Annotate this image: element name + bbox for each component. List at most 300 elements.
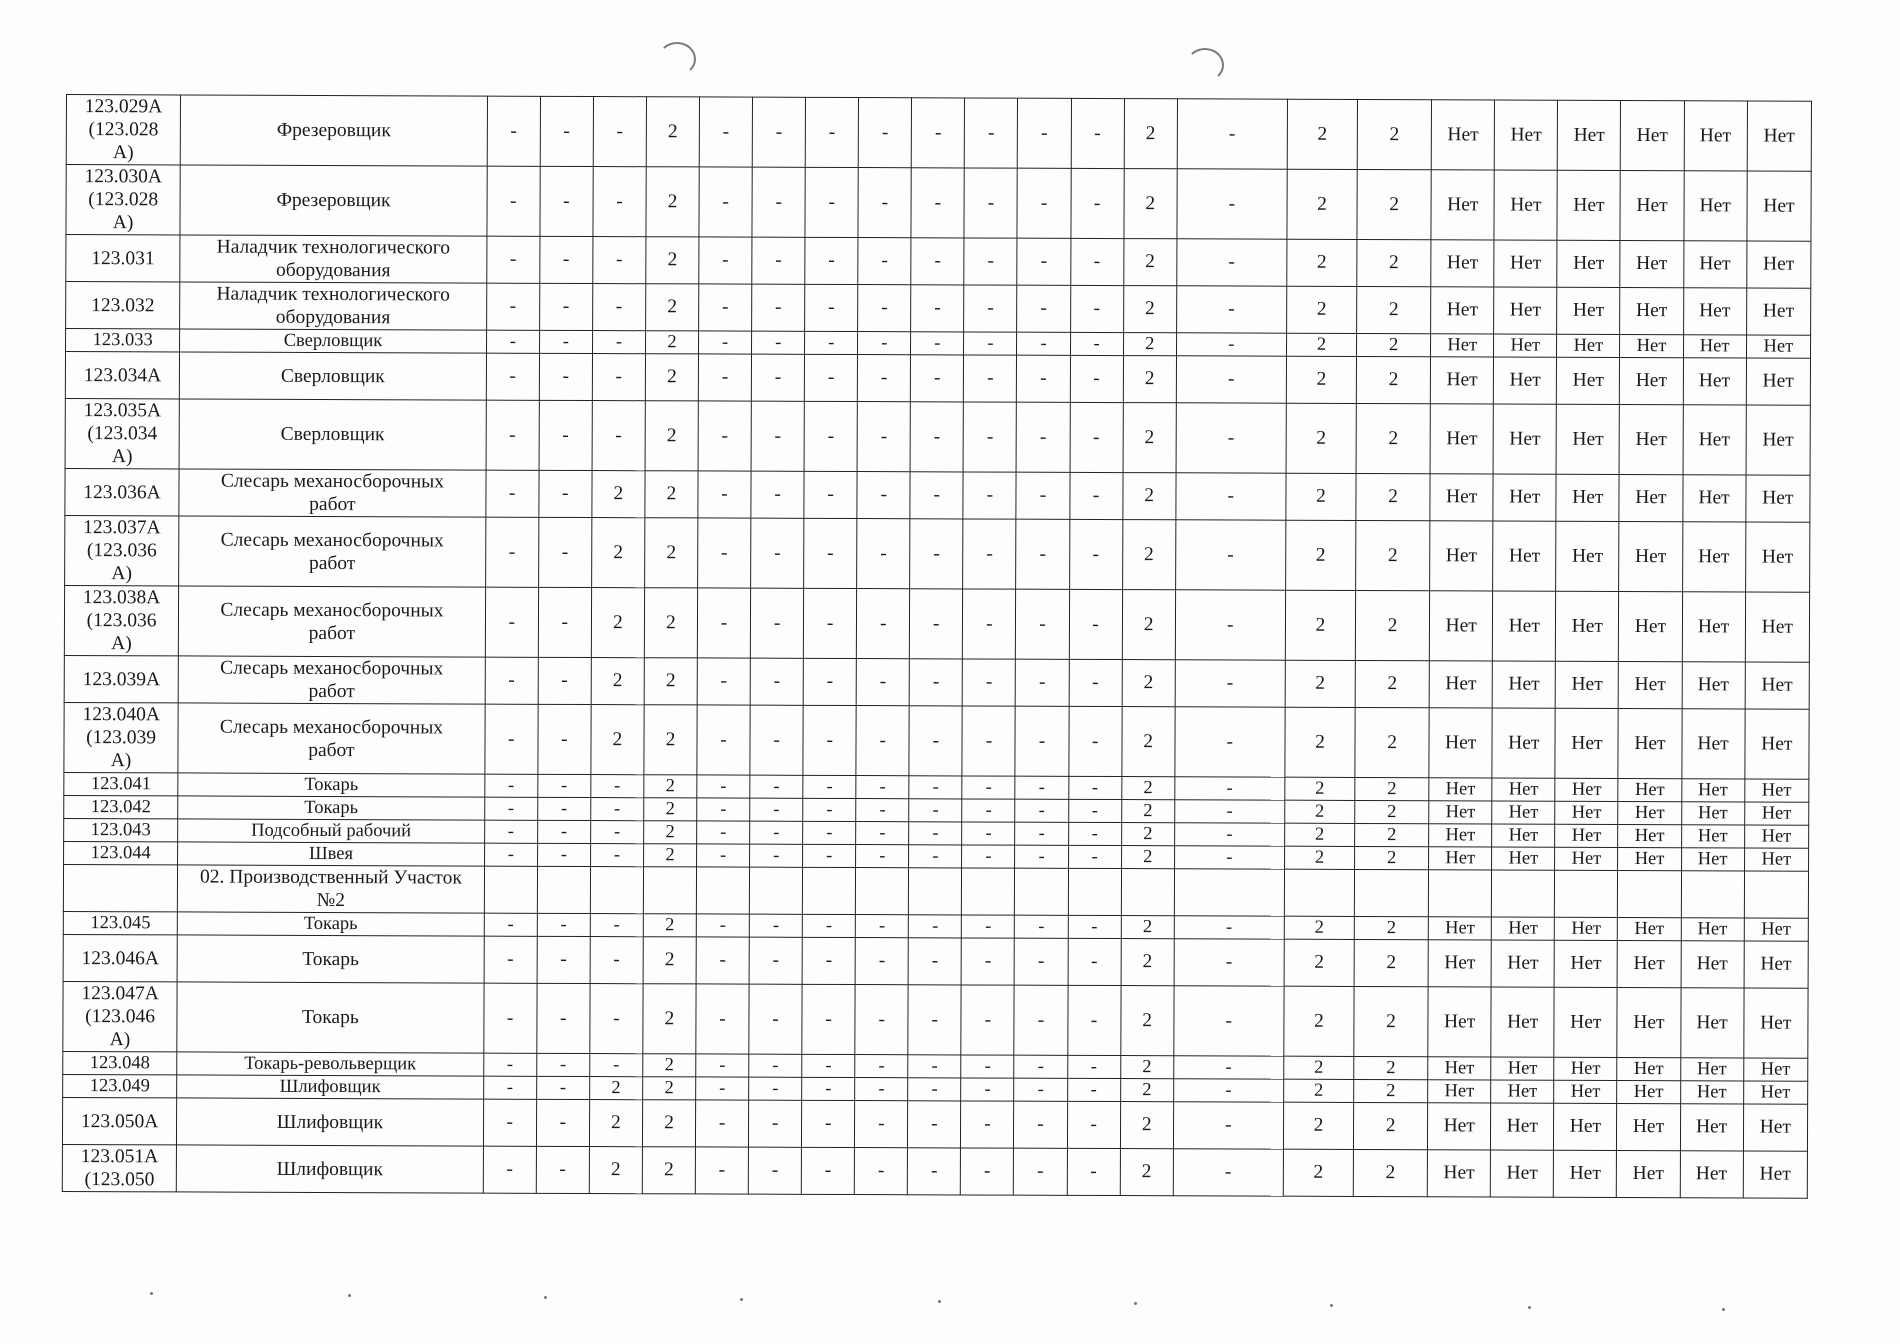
guarantee-cell: Нет xyxy=(1429,824,1492,847)
factor-class-cell: - xyxy=(749,1054,802,1077)
guarantee-cell: Нет xyxy=(1744,848,1808,871)
factor-class-cell: - xyxy=(1174,916,1284,939)
factor-class-cell: - xyxy=(909,845,962,868)
factor-class-cell: - xyxy=(1018,98,1071,168)
guarantee-cell: Нет xyxy=(1430,404,1493,474)
factor-class-cell: 2 xyxy=(1286,356,1356,403)
factor-class-cell: - xyxy=(858,332,911,355)
factor-class-cell: - xyxy=(803,844,856,867)
guarantee-cell: Нет xyxy=(1745,592,1810,662)
factor-class-cell: 2 xyxy=(1355,707,1429,777)
guarantee-cell: Нет xyxy=(1747,101,1812,171)
factor-class-cell: - xyxy=(1015,799,1068,822)
factor-class-cell: - xyxy=(485,704,538,774)
factor-class-cell: - xyxy=(696,1077,749,1100)
guarantee-cell: Нет xyxy=(1618,847,1681,870)
factor-class-cell: - xyxy=(697,844,750,867)
guarantee-cell: Нет xyxy=(1556,404,1619,474)
guarantee-cell: Нет xyxy=(1555,708,1618,778)
guarantee-cell: Нет xyxy=(1557,357,1620,404)
guarantee-cell xyxy=(1618,870,1681,917)
factor-class-cell: - xyxy=(1175,520,1285,590)
factor-class-cell xyxy=(1015,868,1068,915)
factor-class-cell xyxy=(484,866,537,913)
factor-class-cell: 2 xyxy=(642,1100,695,1147)
factor-class-cell: - xyxy=(752,97,805,167)
workplace-code-cell: 123.039А xyxy=(64,655,178,702)
factor-class-cell: - xyxy=(803,821,856,844)
guarantee-cell: Нет xyxy=(1429,708,1492,778)
factor-class-cell: 2 xyxy=(589,1147,642,1194)
factor-class-cell: 2 xyxy=(1284,986,1354,1056)
factor-class-cell: - xyxy=(485,517,538,587)
factor-class-cell: - xyxy=(1015,845,1068,868)
factor-class-cell: - xyxy=(1069,519,1122,589)
factor-class-cell: 2 xyxy=(1284,1079,1354,1102)
guarantee-cell: Нет xyxy=(1744,802,1808,825)
factor-class-cell: - xyxy=(961,985,1014,1055)
profession-name-cell: Слесарь механосборочных работ xyxy=(178,703,485,774)
factor-class-cell: - xyxy=(1174,800,1284,823)
guarantee-cell: Нет xyxy=(1431,334,1494,357)
table-row xyxy=(63,864,1808,918)
factor-class-cell: - xyxy=(695,1147,748,1194)
guarantee-cell: Нет xyxy=(1494,170,1557,240)
workplace-code-cell: 123.036А xyxy=(65,468,179,515)
guarantee-cell: Нет xyxy=(1431,287,1494,334)
factor-class-cell: - xyxy=(537,913,590,936)
factor-class-cell: 2 xyxy=(644,658,697,705)
factor-class-cell: - xyxy=(484,983,537,1053)
factor-class-cell: - xyxy=(539,353,592,400)
guarantee-cell: Нет xyxy=(1620,334,1683,357)
factor-class-cell: 2 xyxy=(1286,520,1356,590)
factor-class-cell: - xyxy=(1068,822,1121,845)
factor-class-cell: - xyxy=(1175,660,1285,707)
guarantee-cell: Нет xyxy=(1618,778,1681,801)
factor-class-cell: - xyxy=(540,236,593,283)
guarantee-cell: Нет xyxy=(1491,1103,1554,1150)
workplace-code-cell: 123.043 xyxy=(64,818,178,841)
factor-class-cell: - xyxy=(963,472,1016,519)
guarantee-cell: Нет xyxy=(1491,917,1554,940)
factor-class-cell: - xyxy=(1070,402,1123,472)
guarantee-cell: Нет xyxy=(1681,709,1744,779)
guarantee-cell: Нет xyxy=(1681,941,1744,988)
profession-name-cell: Слесарь механосборочных работ xyxy=(178,656,485,704)
factor-class-cell: - xyxy=(1177,99,1287,169)
factor-class-cell: - xyxy=(1068,776,1121,799)
factor-class-cell: - xyxy=(964,168,1017,238)
factor-class-cell: 2 xyxy=(1121,777,1174,800)
guarantee-cell: Нет xyxy=(1681,825,1744,848)
factor-class-cell: - xyxy=(802,1077,855,1100)
guarantee-cell: Нет xyxy=(1429,847,1492,870)
factor-class-cell: - xyxy=(537,843,590,866)
factor-class-cell: 2 xyxy=(1121,800,1174,823)
factor-class-cell: - xyxy=(911,332,964,355)
factor-class-cell: - xyxy=(858,238,911,285)
factor-class-cell: - xyxy=(1014,1148,1067,1195)
factor-class-cell: - xyxy=(483,1146,536,1193)
scan-speck xyxy=(544,1296,547,1299)
workplace-code-cell: 123.030А (123.028 А) xyxy=(66,165,180,235)
factor-class-cell: 2 xyxy=(1120,1102,1173,1149)
guarantee-cell: Нет xyxy=(1492,778,1555,801)
guarantee-cell: Нет xyxy=(1493,591,1556,661)
factor-class-cell: - xyxy=(538,657,591,704)
guarantee-cell: Нет xyxy=(1555,778,1618,801)
factor-class-cell xyxy=(1354,869,1428,916)
factor-class-cell: 2 xyxy=(1356,356,1430,403)
guarantee-cell: Нет xyxy=(1682,592,1745,662)
factor-class-cell: - xyxy=(1068,938,1121,985)
factor-class-cell: 2 xyxy=(643,844,696,867)
guarantee-cell: Нет xyxy=(1746,241,1811,288)
factor-class-cell: - xyxy=(699,167,752,237)
factor-class-cell: - xyxy=(911,168,964,238)
profession-name-cell: Токарь xyxy=(178,796,485,820)
table-row xyxy=(66,235,1811,289)
factor-class-cell: - xyxy=(538,517,591,587)
factor-class-cell: - xyxy=(1017,238,1070,285)
factor-class-cell: 2 xyxy=(1122,707,1175,777)
factor-class-cell: - xyxy=(1017,332,1070,355)
guarantee-cell: Нет xyxy=(1746,335,1810,358)
guarantee-cell: Нет xyxy=(1744,779,1808,802)
factor-class-cell: - xyxy=(803,775,856,798)
factor-class-cell: - xyxy=(856,822,909,845)
factor-class-cell: - xyxy=(1176,473,1286,520)
factor-class-cell: - xyxy=(855,938,908,985)
factor-class-cell: - xyxy=(590,914,643,937)
factor-class-cell: 2 xyxy=(1284,1056,1354,1079)
factor-class-cell: - xyxy=(1015,776,1068,799)
factor-class-cell: - xyxy=(910,472,963,519)
factor-class-cell: 2 xyxy=(1285,823,1355,846)
factor-class-cell: 2 xyxy=(1354,1079,1428,1102)
factor-class-cell: - xyxy=(1016,659,1069,706)
profession-name-cell: Шлифовщик xyxy=(177,1098,484,1146)
factor-class-cell xyxy=(643,867,696,914)
factor-class-cell: 2 xyxy=(591,705,644,775)
guarantee-cell: Нет xyxy=(1431,170,1494,240)
factor-class-cell xyxy=(803,867,856,914)
factor-class-cell: - xyxy=(855,985,908,1055)
factor-class-cell: - xyxy=(961,938,1014,985)
factor-class-cell: - xyxy=(486,470,539,517)
guarantee-cell: Нет xyxy=(1429,801,1492,824)
factor-class-cell: - xyxy=(539,283,592,330)
factor-class-cell: 2 xyxy=(1285,660,1355,707)
factor-class-cell: - xyxy=(697,658,750,705)
factor-class-cell: - xyxy=(752,284,805,331)
factor-class-cell: 2 xyxy=(1287,239,1357,286)
factor-class-cell: - xyxy=(538,704,591,774)
factor-class-cell: 2 xyxy=(1123,333,1176,356)
guarantee-cell: Нет xyxy=(1745,662,1810,709)
punch-hole-mark xyxy=(1186,48,1224,82)
workplace-code-cell: 123.035А (123.034 А) xyxy=(65,398,179,468)
factor-class-cell: 2 xyxy=(646,237,699,284)
guarantee-cell: Нет xyxy=(1683,358,1746,405)
factor-class-cell: - xyxy=(539,330,592,353)
guarantee-cell: Нет xyxy=(1557,334,1620,357)
workplace-code-cell xyxy=(63,864,177,911)
factor-class-cell: - xyxy=(1174,846,1284,869)
factor-class-cell: - xyxy=(963,659,1016,706)
table-row xyxy=(65,468,1810,522)
factor-class-cell: - xyxy=(803,705,856,775)
guarantee-cell: Нет xyxy=(1494,100,1557,170)
profession-name-cell: Швея xyxy=(178,842,485,866)
factor-class-cell: - xyxy=(484,936,537,983)
factor-class-cell: - xyxy=(855,1055,908,1078)
factor-class-cell: 2 xyxy=(1283,1149,1353,1196)
factor-class-cell: - xyxy=(1014,1078,1067,1101)
factor-class-cell: - xyxy=(858,98,911,168)
guarantee-cell: Нет xyxy=(1746,358,1811,405)
guarantee-cell: Нет xyxy=(1680,1081,1743,1104)
factor-class-cell: 2 xyxy=(645,354,698,401)
factor-class-cell: - xyxy=(536,1099,589,1146)
factor-class-cell: - xyxy=(856,706,909,776)
factor-class-cell: - xyxy=(1015,706,1068,776)
factor-class-cell: - xyxy=(962,822,1015,845)
workplace-code-cell: 123.044 xyxy=(64,841,178,864)
factor-class-cell: 2 xyxy=(643,1054,696,1077)
factor-class-cell: 2 xyxy=(1357,286,1431,333)
factor-class-cell: - xyxy=(536,1146,589,1193)
factor-class-cell: - xyxy=(698,471,751,518)
factor-class-cell: - xyxy=(1176,403,1286,473)
factor-class-cell: - xyxy=(804,518,857,588)
factor-class-cell xyxy=(1121,869,1174,916)
profession-name-cell: Токарь xyxy=(177,982,484,1053)
factor-class-cell: - xyxy=(1067,1148,1120,1195)
guarantee-cell: Нет xyxy=(1744,918,1808,941)
workplace-code-cell: 123.047А (123.046 А) xyxy=(63,981,177,1051)
guarantee-cell: Нет xyxy=(1618,824,1681,847)
factor-class-cell: 2 xyxy=(1286,403,1356,473)
guarantee-cell: Нет xyxy=(1555,824,1618,847)
factor-class-cell: 2 xyxy=(591,518,644,588)
factor-class-cell: 2 xyxy=(1124,99,1177,169)
workplace-code-cell: 123.049 xyxy=(63,1074,177,1097)
factor-class-cell: - xyxy=(751,471,804,518)
guarantee-cell: Нет xyxy=(1429,591,1492,661)
factor-class-cell: - xyxy=(751,354,804,401)
guarantee-cell: Нет xyxy=(1557,170,1620,240)
guarantee-cell: Нет xyxy=(1431,240,1494,287)
profession-name-cell: Подсобный рабочий xyxy=(178,819,485,843)
factor-class-cell: - xyxy=(1068,799,1121,822)
factor-class-cell: - xyxy=(1176,356,1286,403)
factor-class-cell: - xyxy=(698,518,751,588)
factor-class-cell: - xyxy=(697,775,750,798)
factor-class-cell: 2 xyxy=(590,1077,643,1100)
guarantee-cell: Нет xyxy=(1491,1057,1554,1080)
table-row xyxy=(66,282,1811,336)
factor-class-cell: - xyxy=(961,1078,1014,1101)
factor-class-cell: - xyxy=(592,401,645,471)
factor-class-cell: - xyxy=(961,1055,1014,1078)
factor-class-cell: - xyxy=(536,1076,589,1099)
factor-class-cell: - xyxy=(964,332,1017,355)
factor-class-cell: - xyxy=(537,820,590,843)
factor-class-cell: - xyxy=(1067,1101,1120,1148)
factor-class-cell: - xyxy=(486,283,539,330)
factor-class-cell: - xyxy=(805,237,858,284)
factor-class-cell: 2 xyxy=(1123,239,1176,286)
factor-class-cell: - xyxy=(487,166,540,236)
guarantee-cell: Нет xyxy=(1492,847,1555,870)
factor-class-cell: - xyxy=(1071,98,1124,168)
factor-class-cell: 2 xyxy=(1120,1079,1173,1102)
factor-class-cell: - xyxy=(804,471,857,518)
workplace-code-cell: 123.045 xyxy=(63,911,177,934)
factor-class-cell: 2 xyxy=(1355,823,1429,846)
factor-class-cell: - xyxy=(856,799,909,822)
factor-class-cell: 2 xyxy=(645,331,698,354)
table-row xyxy=(65,398,1810,475)
factor-class-cell: 2 xyxy=(644,821,697,844)
guarantee-cell: Нет xyxy=(1618,801,1681,824)
workplace-code-cell: 123.046А xyxy=(63,934,177,981)
factor-class-cell: 2 xyxy=(592,471,645,518)
factor-class-cell: 2 xyxy=(644,588,697,658)
factor-class-cell: - xyxy=(699,284,752,331)
factor-class-cell: - xyxy=(484,797,537,820)
factor-class-cell: - xyxy=(909,915,962,938)
guarantee-cell: Нет xyxy=(1745,475,1810,522)
profession-name-cell: Шлифовщик xyxy=(177,1075,484,1099)
factor-class-cell: - xyxy=(963,589,1016,659)
profession-name-cell: Токарь xyxy=(177,935,484,983)
guarantee-cell: Нет xyxy=(1619,474,1682,521)
guarantee-cell: Нет xyxy=(1682,662,1745,709)
factor-class-cell: 2 xyxy=(644,798,697,821)
guarantee-cell: Нет xyxy=(1621,100,1684,170)
factor-class-cell: - xyxy=(539,400,592,470)
factor-class-cell: - xyxy=(485,587,538,657)
factor-class-cell: - xyxy=(696,914,749,937)
factor-class-cell: 2 xyxy=(1120,1149,1173,1196)
factor-class-cell: 2 xyxy=(1286,473,1356,520)
factor-class-cell: 2 xyxy=(1284,939,1354,986)
guarantee-cell: Нет xyxy=(1493,521,1556,591)
factor-class-cell: - xyxy=(749,937,802,984)
factor-class-cell: 2 xyxy=(646,284,699,331)
guarantee-cell: Нет xyxy=(1492,708,1555,778)
factor-class-cell: - xyxy=(696,1054,749,1077)
guarantee-cell: Нет xyxy=(1429,661,1492,708)
factor-class-cell: 2 xyxy=(644,705,697,775)
factor-class-cell: 2 xyxy=(1354,916,1428,939)
table-row xyxy=(64,702,1809,779)
guarantee-cell: Нет xyxy=(1743,1104,1808,1151)
factor-class-cell: 2 xyxy=(1353,1149,1427,1196)
factor-class-cell: - xyxy=(592,354,645,401)
factor-class-cell: - xyxy=(1017,355,1070,402)
factor-class-cell: 2 xyxy=(1286,286,1356,333)
profession-name-cell: Фрезеровщик xyxy=(180,165,487,236)
factor-class-cell: - xyxy=(1177,169,1287,239)
guarantee-cell: Нет xyxy=(1681,779,1744,802)
factor-class-cell: - xyxy=(750,705,803,775)
factor-class-cell: - xyxy=(908,1078,961,1101)
factor-class-cell: - xyxy=(540,166,593,236)
factor-class-cell: - xyxy=(1175,590,1285,660)
guarantee-cell: Нет xyxy=(1683,405,1746,475)
factor-class-cell: - xyxy=(699,331,752,354)
factor-class-cell: - xyxy=(909,799,962,822)
guarantee-cell xyxy=(1681,871,1744,918)
table-row xyxy=(64,655,1809,709)
factor-class-cell: - xyxy=(1015,822,1068,845)
guarantee-cell: Нет xyxy=(1428,987,1491,1057)
factor-class-cell: 2 xyxy=(1357,169,1431,239)
guarantee-cell: Нет xyxy=(1558,100,1621,170)
factor-class-cell: - xyxy=(699,237,752,284)
guarantee-cell: Нет xyxy=(1746,288,1811,335)
factor-class-cell: - xyxy=(591,798,644,821)
profession-name-cell: Сверловщик xyxy=(179,399,486,470)
factor-class-cell: 2 xyxy=(1357,239,1431,286)
workplace-code-cell: 123.037А (123.036 А) xyxy=(65,515,179,585)
factor-class-cell: - xyxy=(803,798,856,821)
factor-class-cell: - xyxy=(962,776,1015,799)
factor-class-cell: - xyxy=(749,1100,802,1147)
factor-class-cell: - xyxy=(963,402,1016,472)
factor-class-cell: - xyxy=(1068,845,1121,868)
guarantee-cell: Нет xyxy=(1493,404,1556,474)
guarantee-cell: Нет xyxy=(1681,802,1744,825)
factor-class-cell: - xyxy=(486,400,539,470)
factor-class-cell: - xyxy=(802,914,855,937)
factor-class-cell: - xyxy=(964,238,1017,285)
factor-class-cell: 2 xyxy=(1122,520,1175,590)
profession-name-cell: Слесарь механосборочных работ xyxy=(179,586,486,657)
factor-class-cell: - xyxy=(1176,333,1286,356)
table-row xyxy=(66,95,1811,172)
guarantee-cell: Нет xyxy=(1430,521,1493,591)
table-row xyxy=(62,1097,1807,1151)
factor-class-cell: - xyxy=(962,915,1015,938)
factor-class-cell: - xyxy=(1016,472,1069,519)
factor-class-cell: 2 xyxy=(589,1100,642,1147)
factor-class-cell: - xyxy=(1014,1101,1067,1148)
factor-class-cell: - xyxy=(1067,1078,1120,1101)
factor-class-cell: - xyxy=(1017,402,1070,472)
table-row xyxy=(63,934,1808,988)
factor-class-cell: - xyxy=(483,1053,536,1076)
factor-class-cell: - xyxy=(1067,985,1120,1055)
factor-class-cell: - xyxy=(593,97,646,167)
factor-class-cell: 2 xyxy=(1121,916,1174,939)
factor-class-cell: - xyxy=(537,1053,590,1076)
factor-class-cell: 2 xyxy=(643,1077,696,1100)
factor-class-cell xyxy=(856,868,909,915)
profession-name-cell: Наладчик технологического оборудования xyxy=(180,235,487,283)
workplace-code-cell: 123.042 xyxy=(64,795,178,818)
factor-class-cell: - xyxy=(593,167,646,237)
guarantee-cell: Нет xyxy=(1555,847,1618,870)
factor-class-cell: - xyxy=(857,472,910,519)
profession-name-cell: Слесарь механосборочных работ xyxy=(179,469,486,517)
factor-class-cell: 2 xyxy=(1283,1102,1353,1149)
factor-class-cell: 2 xyxy=(642,1147,695,1194)
